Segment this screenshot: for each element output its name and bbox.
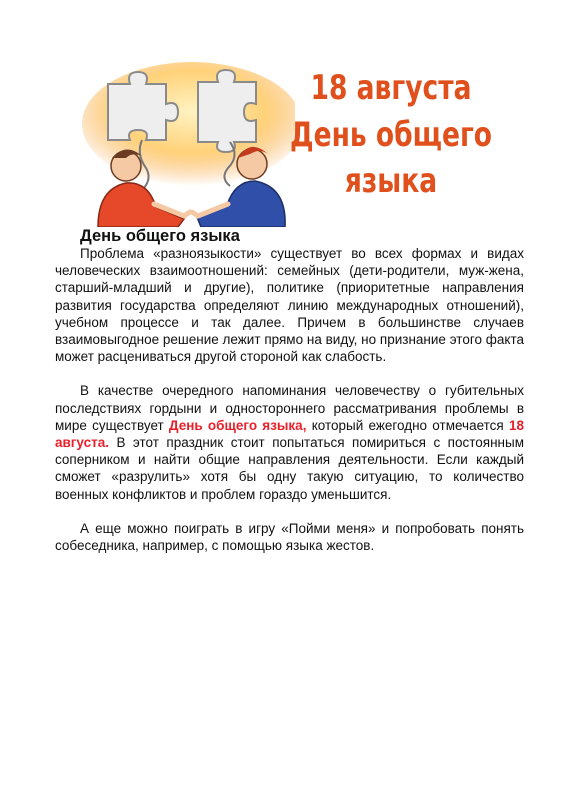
headline-day: День общего	[289, 115, 493, 155]
banner	[80, 62, 493, 227]
page-title: День общего языка	[80, 227, 240, 245]
paragraph-2	[55, 382, 524, 502]
holiday-date-highlight: 18 августа.	[55, 417, 524, 451]
paragraph-2-text-c: В этот праздник стоит попытаться помириться с постоянным соперником и найти общие направления деятельности. Если каждый сможет «разрулить» хотя бы одну такую ситуацию, то количество военных конфликтов и проблем гораздо уменьшится.	[55, 435, 524, 502]
banner-headline	[289, 64, 493, 224]
headline-date: 18 августа	[310, 68, 472, 108]
puzzle-people-illustration	[80, 62, 295, 227]
holiday-name-highlight: День общего языка,	[168, 417, 307, 433]
headline-language: языка	[344, 161, 438, 201]
document-body	[55, 245, 524, 554]
paragraph-3: А еще можно поиграть в игру «Пойми меня» и попробовать понять собеседника, например, с помощью языка жестов.	[55, 520, 524, 554]
paragraph-1: Проблема «разноязыкости» существует во всех формах и видах человеческих взаимоотношений: семейных (дети-родители, муж-жена, старший-младший и другие), политике (приоритетные направления развития государства определяют линию международных отношений), учебном процессе и так далее. Причем в большинстве случаев взаимовыгодное решение лежит прямо на виду, но признание этого факта может расцениваться другой стороной как слабость.	[55, 246, 524, 365]
paragraph-2-text-a: В качестве очередного напоминания человечеству о губительных последствиях гордыни и одностороннего рассматривания проблемы в мире существует	[55, 383, 524, 433]
paragraph-2-text-b: который ежегодно отмечается	[306, 417, 509, 433]
